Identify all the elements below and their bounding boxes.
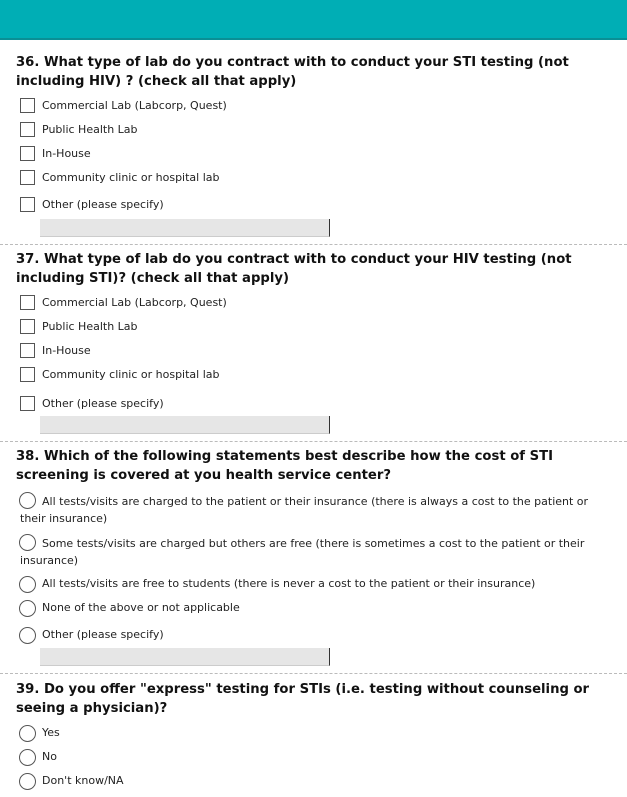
radio-button[interactable] [19,576,36,593]
divider [0,673,627,674]
question-39-title: 39. Do you offer "express" testing for STIs (i.e. testing without counseling or seeing a physician)? [16,682,590,716]
question-36-title: 36. What type of lab do you contract with to conduct your STI testing (not including HIV) ? (check all that apply) [16,55,569,89]
checkbox[interactable] [20,98,35,113]
question-36 [16,53,616,91]
radio-button[interactable] [19,773,36,790]
question-37 [16,250,616,288]
option-label: Commercial Lab (Labcorp, Quest) [42,99,227,112]
question-39 [16,680,616,718]
question-38-title: 38. Which of the following statements best describe how the cost of STI screening is covered at you health service center? [16,449,553,483]
divider [0,244,627,245]
option-label: Community clinic or hospital lab [42,171,220,184]
radio-button[interactable] [19,600,36,617]
radio-button[interactable] [19,627,36,644]
option-label: No [42,750,57,763]
divider [0,441,627,442]
option-label: Public Health Lab [42,320,138,333]
checkbox[interactable] [20,396,35,411]
option-label: Other (please specify) [42,628,164,641]
survey-header-bar [0,0,627,40]
q36-other-specify-input[interactable] [40,219,330,237]
option-label: Don't know/NA [42,774,124,787]
radio-button[interactable] [19,725,36,742]
option-label: Public Health Lab [42,123,138,136]
option-label-text: All tests/visits are charged to the patient or their insurance (there is always a cost to the patient or their insurance) [20,495,589,525]
checkbox[interactable] [20,295,35,310]
checkbox[interactable] [20,146,35,161]
option-label: Community clinic or hospital lab [42,368,220,381]
option-label: None of the above or not applicable [42,601,240,614]
option-label: Commercial Lab (Labcorp, Quest) [42,296,227,309]
q37-other-specify-input[interactable] [40,416,330,434]
checkbox[interactable] [20,122,35,137]
q38-option-always-cost[interactable] [16,492,606,528]
checkbox[interactable] [20,197,35,212]
checkbox[interactable] [20,319,35,334]
q38-other-specify-input[interactable] [40,648,330,666]
option-label [20,493,596,527]
checkbox[interactable] [20,170,35,185]
option-label-text: Some tests/visits are charged but others are free (there is sometimes a cost to the patient or their insurance) [20,537,585,567]
question-37-title: 37. What type of lab do you contract with to conduct your HIV testing (not including STI)? (check all that apply) [16,252,572,286]
q38-option-sometimes-cost[interactable] [16,534,606,570]
option-label: Other (please specify) [42,198,164,211]
option-label: In-House [42,147,91,160]
option-label: Yes [42,726,60,739]
option-label [20,535,596,569]
checkbox[interactable] [20,343,35,358]
option-label: Other (please specify) [42,397,164,410]
checkbox[interactable] [20,367,35,382]
option-label: All tests/visits are free to students (there is never a cost to the patient or their insurance) [42,577,536,590]
question-38 [16,447,616,485]
option-label: In-House [42,344,91,357]
radio-button[interactable] [19,749,36,766]
